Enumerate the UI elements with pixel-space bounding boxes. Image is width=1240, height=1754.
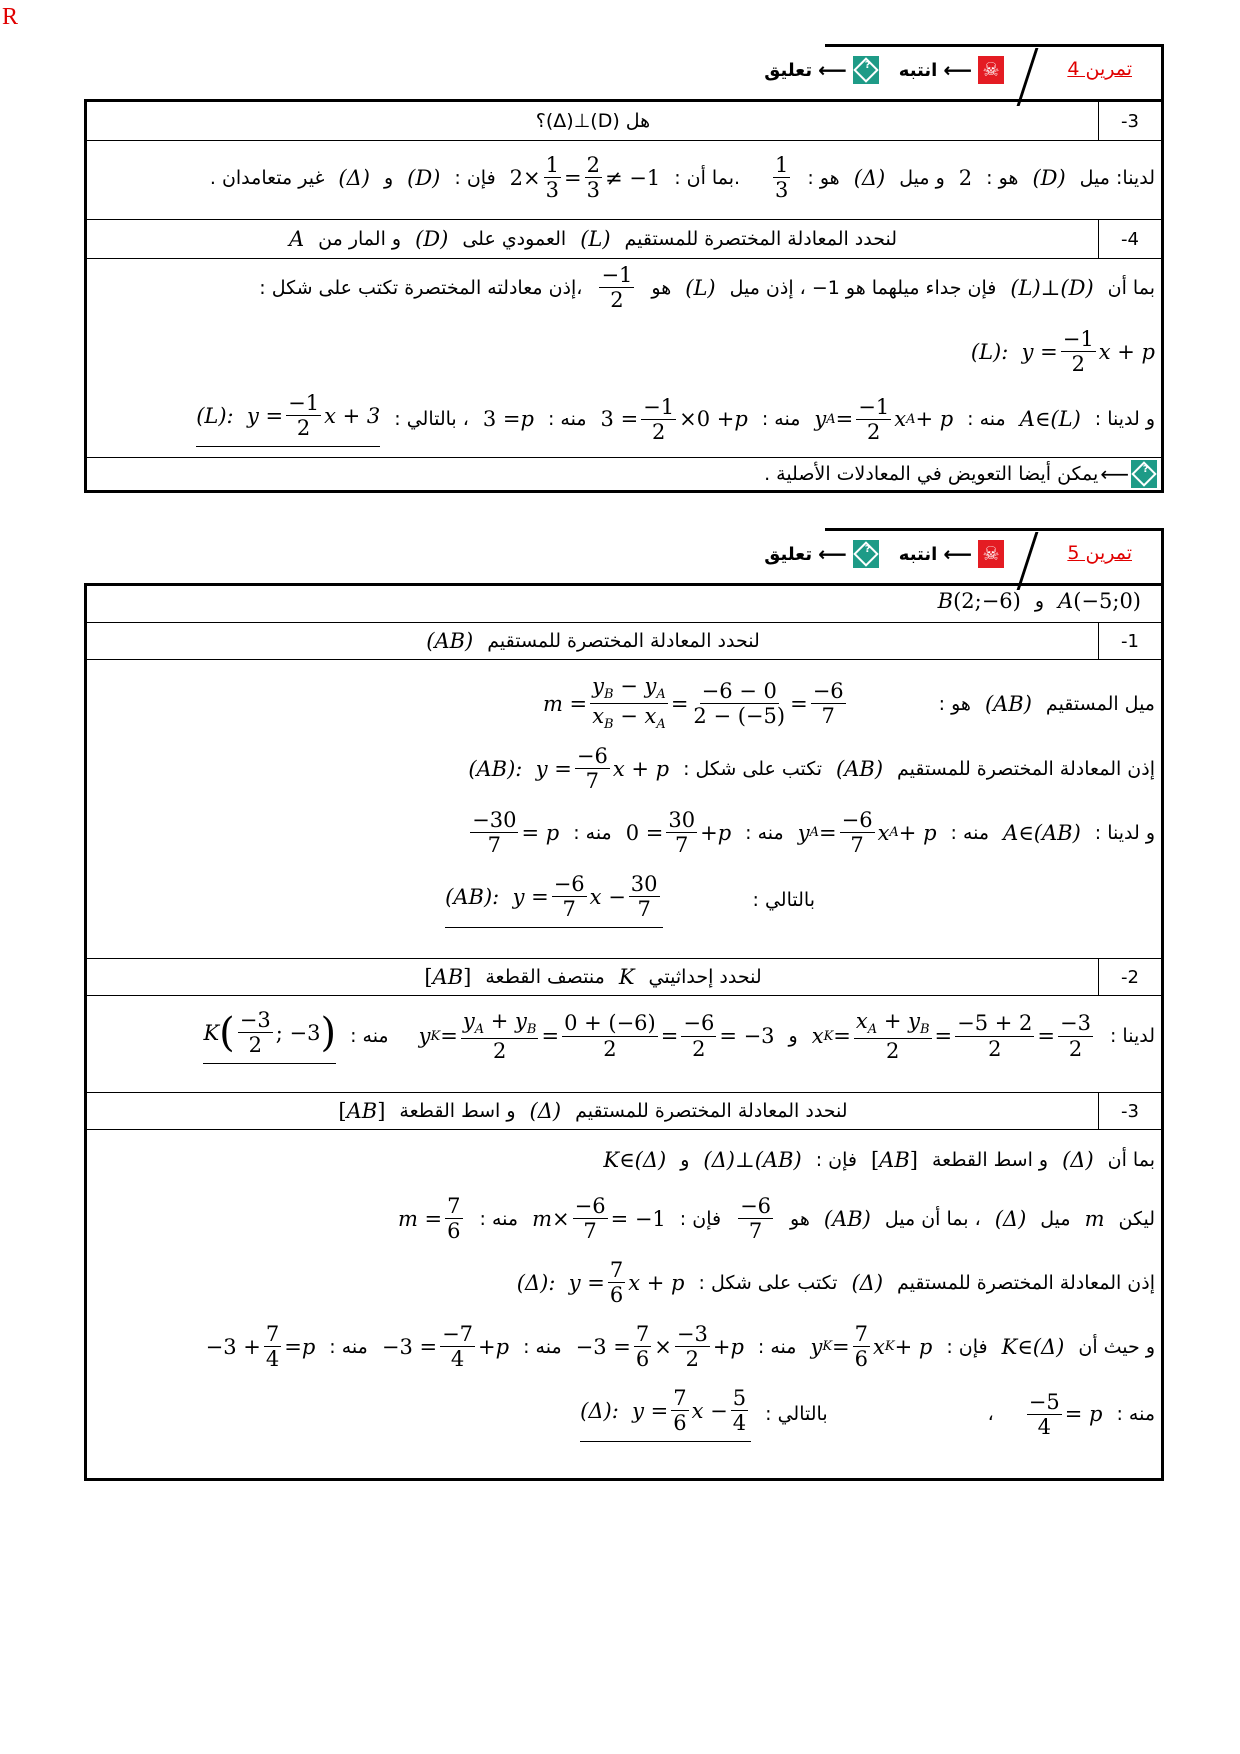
answer-line: ليكن m ميل (Δ) ، بما أن ميل (AB) هو $\frac{-6}{7}$ فإن : m× $\frac{-6}{7}$ = −1 منه : m = $\frac{7}{6}$	[397, 1194, 1155, 1244]
answer-line: و حيث أن K∈(Δ) فإن : y K = $\frac{7}{6}$ x K + p منه : −3 = $\frac{7}{6}$ × $\frac{-3}{2}$ + p منه : −3 = $\frac{-7}{4}$ + p منه : −3 + $\frac{7}{4}$ = p	[205, 1322, 1155, 1372]
answer-line: و لدينا : A∈(L) منه : y A = $\frac{-1}{2}$ x A + p منه : 3 = $\frac{-1}{2}$ ×0 + p منه : 3 = p ، بالتالي : (L): y = $\frac{-1}{2}$ x + 3	[196, 391, 1155, 447]
arrow-left-icon: ⟵	[943, 542, 972, 566]
answer-row-4	[87, 259, 1161, 458]
question-number: -3	[1098, 1093, 1161, 1129]
answer-line: إذن المعادلة المختصرة للمستقيم (Δ) تكتب على شكل : (Δ): y = $\frac{7}{6}$ x + p	[516, 1258, 1155, 1308]
comment-label: تعليق	[764, 543, 813, 565]
question-text: لنحدد المعادلة المختصرة للمستقيم (L) العمودي على (D) و المار من A	[288, 227, 898, 251]
exercise-header	[84, 528, 1164, 583]
given-row	[87, 586, 1161, 623]
answer-line: بما أن (L)⊥(D) فإن جداء ميلهما هو 1− ، إذن ميل (L) هو $\frac{-1}{2}$ ،إذن معادلته المختصرة تكتب على شكل :	[259, 263, 1155, 313]
question-text: هل (D)⊥(Δ)؟	[535, 110, 651, 132]
final-answer: (AB): y = $\frac{-6}{7}$ x − $\frac{30}{7}$	[445, 872, 662, 928]
attention-label: انتبه	[898, 543, 938, 565]
answer-line: إذن المعادلة المختصرة للمستقيم (AB) تكتب على شكل : (AB): y = $\frac{-6}{7}$ x + p	[468, 744, 1155, 794]
comment-diamond-icon	[1131, 460, 1157, 488]
exercise-header	[84, 44, 1164, 99]
question-number: -4	[1098, 220, 1161, 258]
answer-line: لدينا: ميل (D) هو : 2 و ميل (Δ) هو : $\frac{1}{3}$ .بما أن : 2× $\frac{1}{3}$ = $\frac{2}{3}$ ≠ −1 فإن : (D) و (Δ) غير متعامدان .	[209, 153, 1155, 203]
answer-row-3	[87, 1130, 1161, 1478]
comment-label: تعليق	[764, 59, 813, 81]
comment-row	[87, 458, 1161, 490]
exercise-4-table	[84, 99, 1164, 493]
attention-label: انتبه	[898, 59, 938, 81]
exercise-5	[84, 528, 1164, 1481]
exercise-title: تمرين 4	[1067, 58, 1132, 80]
final-answer: (L): y = $\frac{-1}{2}$ x + 3	[196, 391, 380, 447]
arrow-left-icon: ⟵	[818, 542, 847, 566]
exercise-4	[84, 44, 1164, 493]
legend	[764, 540, 1004, 568]
final-answer: (Δ): y = $\frac{7}{6}$ x − $\frac{5}{4}$	[580, 1386, 751, 1442]
skull-icon: ☠	[978, 56, 1004, 84]
question-row-1	[87, 623, 1161, 660]
exercise-title: تمرين 5	[1067, 542, 1132, 564]
question-text: لنحدد المعادلة المختصرة للمستقيم (AB)	[426, 629, 760, 653]
answer-line: ميل المستقيم (AB) هو : m = $\frac{y_B - y_A}{x_B - x_A}$ = $\frac{-6 - 0}{2 - (-5)}$ = $\frac{-6}{7}$	[542, 674, 1155, 733]
comment-line: ? ⟵ يمكن أيضا التعويض في المعادلات الأصلية .	[764, 460, 1157, 488]
exercise-5-table	[84, 583, 1164, 1481]
final-answer: K ( $\frac{-3}{2}$ ; −3 )	[203, 1008, 336, 1064]
question-row-2	[87, 959, 1161, 996]
question-row-4	[87, 220, 1161, 259]
arrow-left-icon: ⟵	[818, 58, 847, 82]
question-number: -1	[1098, 623, 1161, 659]
question-number: -2	[1098, 959, 1161, 995]
answer-line: منه : $\frac{-5}{4}$ = p ، بالتالي : (Δ): y = $\frac{7}{6}$ x − $\frac{5}{4}$	[580, 1386, 1155, 1442]
answer-row-2	[87, 996, 1161, 1093]
arrow-left-icon: ⟵	[1100, 462, 1129, 486]
corner-mark: R	[2, 4, 19, 30]
skull-icon: ☠	[978, 540, 1004, 568]
question-row-3	[87, 102, 1161, 141]
legend	[764, 56, 1004, 84]
given-points: A (−5;0) و B (2;−6)	[937, 589, 1141, 613]
arrow-left-icon: ⟵	[943, 58, 972, 82]
comment-diamond-icon	[853, 56, 879, 84]
answer-row-3	[87, 141, 1161, 220]
answer-line: بما أن (Δ) و اسط القطعة [ AB ] فإن : (Δ)⊥(AB) و K∈(Δ)	[603, 1148, 1155, 1172]
question-text: لنحدد المعادلة المختصرة للمستقيم (Δ) و اسط القطعة [ AB ]	[338, 1099, 848, 1123]
answer-line: و لدينا : A∈(AB) منه : y A = $\frac{-6}{7}$ x A + p منه : 0 = $\frac{30}{7}$ + p منه : $\frac{-30}{7}$ = p	[472, 808, 1155, 858]
comment-diamond-icon	[853, 540, 879, 568]
answer-row-1	[87, 660, 1161, 959]
question-number: -3	[1098, 102, 1161, 140]
question-row-3	[87, 1093, 1161, 1130]
answer-line: بالتالي : (AB): y = $\frac{-6}{7}$ x − $\frac{30}{7}$	[445, 872, 1155, 928]
question-text: لنحدد إحداثيتي K منتصف القطعة [ AB ]	[424, 965, 762, 989]
answer-line: لدينا : x K = $\frac{x_A + y_B}{2}$ = $\frac{-5 + 2}{2}$ = $\frac{-3}{2}$ و y K = $\frac{y_A + y_B}{2}$ = $\frac{0 + (-6)}{2}$ = $\frac{-6}{2}$ = −3 منه : K ( $\frac{-3}{2}$ ; −3 )	[203, 1008, 1155, 1064]
answer-line: (L): y = $\frac{-1}{2}$ x + p	[970, 327, 1155, 377]
